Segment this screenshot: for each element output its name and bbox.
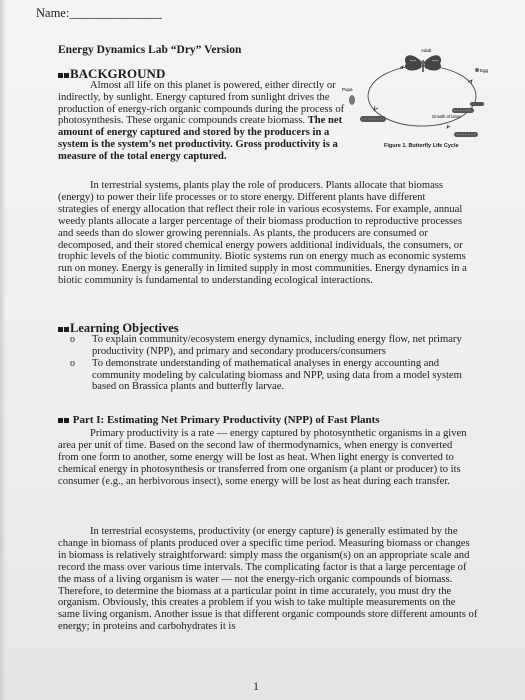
square-bullet-icon xyxy=(64,327,69,332)
egg-icon xyxy=(475,68,479,72)
name-label: Name: xyxy=(36,6,70,20)
butterfly-life-cycle-figure xyxy=(340,46,500,146)
square-bullet-icon xyxy=(58,73,63,78)
arrow-icon xyxy=(374,106,378,110)
square-bullet-icon xyxy=(64,418,69,423)
square-bullet-icon xyxy=(58,418,63,423)
learning-objectives-heading: Learning Objectives xyxy=(58,321,179,336)
part1-paragraph-2: In terrestrial ecosystems, productivity (or energy capture) is generally estimated by the change in biomass of plants produced over a specific time period. Measuring biomass or changes in biomass is relatively straightforward: simply mass the organism(s) on an appropriate scale and record the mass over various time intervals. The complicating factor is that a large percentage of the mass of a living organism is water — not the energy-rich organic compounds of biomass. Therefore, to determine the biomass at a particular point in time accurately, you must dry the organism. Obviously, this creates a problem if you wish to take multiple measurements on the same living organism. Another issue is that different organic compounds store different amounts of energy; in proteins and carbohydrates it is xyxy=(58,526,478,633)
square-bullet-icon xyxy=(58,327,63,332)
background-paragraph: Almost all life on this planet is powered, either directly or indirectly, by sunlight. Energy captured from sunlight drives the production of energy-rich organic compounds during the process of photosynthesis. These organic compounds create biomass. The net amount of energy captured and stored by the producers in a system is the system’s net productivity. Gross productivity is a measure of the total energy captured. xyxy=(58,80,345,162)
pupa-icon xyxy=(349,95,355,105)
pupa-label: Pupa xyxy=(342,87,353,92)
list-item: o To demonstrate understanding of mathematical analyses in energy accounting and community modeling by calculating biomass and NPP, using data from a model system based on Brassica plants and butterfly larvae. xyxy=(70,358,462,393)
larva-icon xyxy=(360,116,386,122)
arrow-icon xyxy=(447,125,450,128)
background-heading: BACKGROUND xyxy=(58,66,165,82)
page-edge-shadow xyxy=(0,0,6,700)
larva-icon xyxy=(452,108,474,113)
circle-bullet-icon: o xyxy=(70,358,75,370)
larva-icon xyxy=(470,102,484,106)
part1-heading: Part I: Estimating Net Primary Productivity (NPP) of Fast Plants xyxy=(58,414,380,426)
document-title: Energy Dynamics Lab “Dry” Version xyxy=(58,44,242,56)
name-field xyxy=(36,6,161,21)
figure-caption: Figure 1. Butterfly Life Cycle xyxy=(384,143,459,149)
larva-icon xyxy=(454,132,478,137)
part1-paragraph-1: Primary productivity is a rate — energy captured by photosynthetic organisms in a given area per unit of time. Based on the second law of thermodynamics, when energy is converted from one form to another, some energy will be lost as heat. When light energy is converted to chemical energy in photosynthesis or transferred from one organism (a plant or producer) to its consumer (e.g., an herbivorous insect), some energy will be lost as heat during each transfer. xyxy=(58,428,467,487)
list-item: o To explain community/ecosystem energy dynamics, including energy flow, net primary productivity (NPP), and primary and secondary producers/consumers xyxy=(70,334,462,357)
page-number: 1 xyxy=(253,679,259,693)
name-blank-line: ________________ xyxy=(69,6,162,20)
egg-label: Egg xyxy=(480,68,489,73)
learning-objectives-list xyxy=(70,334,470,394)
background-bold-text: The net amount of energy captured and stored by the producers in a system is the system’s net productivity. Gross productivity is a measure of the total energy captured. xyxy=(58,115,343,162)
butterfly-icon xyxy=(405,55,441,72)
growth-label: Growth of larva xyxy=(432,114,461,119)
background-paragraph-2: In terrestrial systems, plants play the role of producers. Plants allocate that biomass (energy) to power their life processes or to store energy. Different plants have different strategies of energy allocation that reflect their role in various ecosystems. For example, annual weedy plants allocate a larger percentage of their biomass production to reproductive processes and seeds than do slower growing perennials. As plants, the producers are consumed or decomposed, and their stored chemical energy powers additional individuals, the consumers, or trophic levels of the biotic community. Biotic systems run on energy much as economic systems run on money. Energy is generally in limited supply in most communities. Energy dynamics in a biotic community is fundamental to understanding ecological interactions. xyxy=(58,180,467,287)
square-bullet-icon xyxy=(64,73,69,78)
circle-bullet-icon: o xyxy=(70,334,75,345)
adult-label: Adult xyxy=(421,48,432,53)
